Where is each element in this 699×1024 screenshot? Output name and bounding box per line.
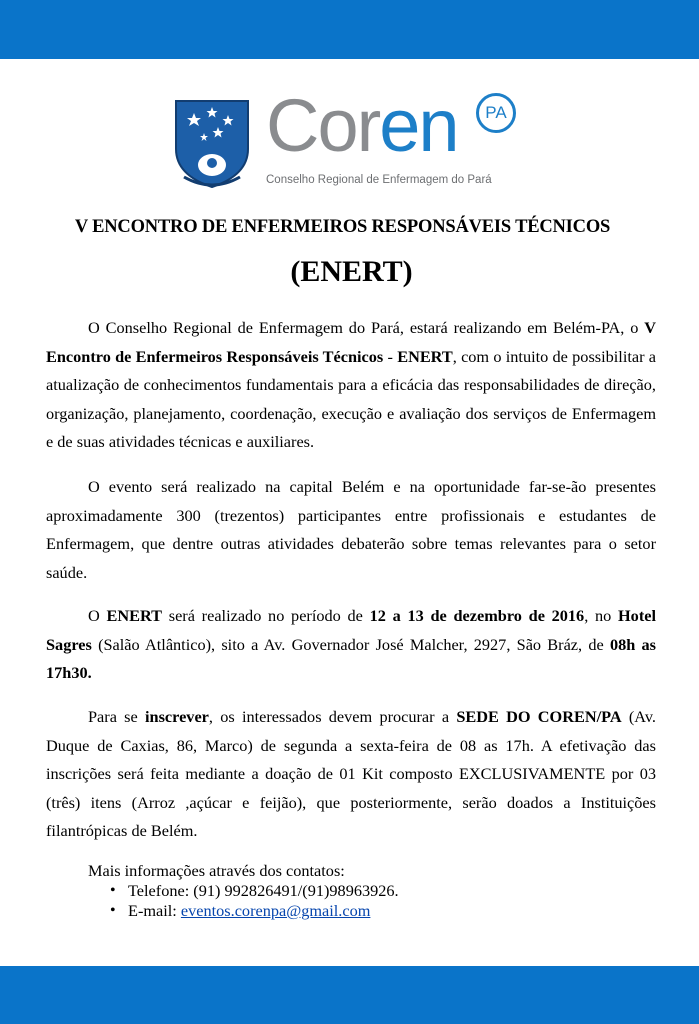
email-link[interactable]: eventos.corenpa@gmail.com [180,901,371,920]
coren-pa-logo [172,84,532,195]
contacts-heading: Mais informações através dos contatos: [88,861,345,880]
contact-phone: • Telefone: (91) 992826491/(91)98963926. [110,881,399,901]
header-bar [0,0,699,59]
paragraph-intro: O Conselho Regional de Enfermagem do Pará, estará realizando em Belém-PA, o V Encontro de Enfermeiros Responsáveis Técnicos - ENERT, com o intuito de possibilitar a atualização de conhecimentos fundamentais para a eficácia das responsabilidades de direção, organização, planejamento, coordenação, execução e avaliação dos serviços de Enfermagem e de suas atividades técnicas e auxiliares. [46,318,657,452]
logo-subtitle: Conselho Regional de Enfermagem do Pará [266,174,492,186]
pa-badge: PA [476,93,516,133]
coren-wordmark: Coren [266,84,458,167]
event-title: V ENCONTRO DE ENFERMEIROS RESPONSÁVEIS TÉCNICOS [74,217,611,237]
paragraph-event-location: O evento será realizado na capital Belém e na oportunidade far-se-ão presentes aproximadamente 300 (trezentos) participantes entre profissionais e estudantes de Enfermagem, que dentre outras atividades debaterão sobre temas relevantes para o setor saúde. [46,477,656,582]
event-acronym: (ENERT) [290,255,413,288]
contact-email: • E-mail: eventos.corenpa@gmail.com [110,901,399,921]
contacts-section [88,861,399,921]
contacts-list [110,881,399,921]
coren-crest-icon [174,99,250,189]
paragraph-registration: Para se inscrever, os interessados devem procurar a SEDE DO COREN/PA (Av. Duque de Caxias, 86, Marco) de segunda a sexta-feira de 08 as 17h. A efetivação das inscrições será feita mediante a doação de 01 Kit composto EXCLUSIVAMENTE por 03 (três) itens (Arroz ,açúcar e feijão), que posteriormente, serão doados a Instituições filantrópicas de Belém. [46,707,656,841]
paragraph-event-date: O ENERT será realizado no período de 12 a 13 de dezembro de 2016, no Hotel Sagres (Salão Atlântico), sito a Av. Governador José Malcher, 2927, São Bráz, de 08h as 17h30. [46,606,657,683]
footer-bar [0,966,699,1024]
